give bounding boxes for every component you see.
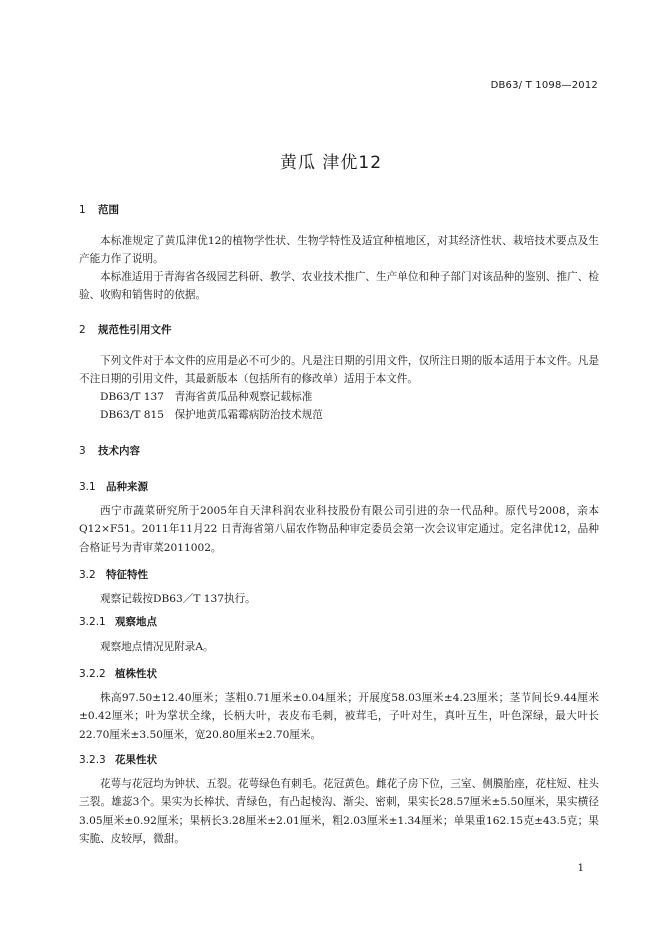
section-heading-3-1 [79,479,148,494]
section-number: 3.2.1 [79,616,106,628]
section-heading-1 [79,202,119,217]
references-paragraph: 下列文件对于本文件的应用是必不可少的。凡是注日期的引用文件，仅所注日期的版本适用于本文件。凡是不注日期的引用文件，其最新版本（包括所有的修改单）适用于本文件。 [79,355,599,386]
section-heading-3-2-2 [79,666,157,681]
section-heading-2 [79,322,172,337]
section-number: 3.2.2 [79,668,106,680]
section-title: 品种来源 [106,481,148,493]
section-heading-3-2-1 [79,614,157,629]
section-title: 范围 [98,204,119,216]
document-title: 黄瓜 津优12 [279,153,383,173]
scope-paragraph-2: 本标准适用于青海省各级园艺科研、教学、农业技术推广、生产单位和种子部门对该品种的鉴别、推广、检验、收购和销售时的依据。 [79,271,599,302]
observation-site-paragraph: 观察地点情况见附录A。 [100,641,214,653]
section-title: 观察地点 [115,616,157,628]
section-number: 3.1 [79,481,96,493]
section-title: 植株性状 [115,668,157,680]
section-number: 1 [79,204,86,216]
section-title: 技术内容 [98,445,140,457]
section-number: 3 [79,445,86,457]
scope-paragraph-1: 本标准规定了黄瓜津优12的植物学性状、生物学特性及适宜种植地区，对其经济性状、栽培技术要点及生产能力作了说明。 [79,235,599,266]
page-number: 1 [577,863,584,874]
section-heading-3 [79,443,140,458]
reference-item: DB63/T 815 保护地黄瓜霜霉病防治技术规范 [100,409,323,421]
section-title: 规范性引用文件 [98,324,172,336]
flower-fruit-traits-paragraph: 花萼与花冠均为钟状、五裂。花萼绿色有刺毛。花冠黄色。雌花子房下位，三室、侧膜胎座，花柱短、柱头三裂。雄蕊3个。果实为长棒状、青绿色，有凸起棱沟、渐尖、密刺，果实长28.57厘米±5.50厘米，果实横径3.05厘米±0.92厘米；果柄长3.28厘米±2.01厘米，粗2.03厘米±1.34厘米；单果重162.15克±43.5克；果实脆、皮较厚，微甜。 [79,778,599,846]
section-number: 3.2.3 [79,754,106,766]
section-number: 2 [79,324,86,336]
plant-traits-paragraph: 株高97.50±12.40厘米；茎粗0.71厘米±0.04厘米；开展度58.03厘米±4.23厘米；茎节间长9.44厘米±0.42厘米；叶为掌状全缘，长柄大叶，表皮布毛刺，被茸毛，子叶对生，真叶互生，叶色深绿，最大叶长22.70厘米±3.50厘米，宽20.80厘米±2.70厘米。 [79,692,599,741]
standard-code: DB63/ T 1098—2012 [490,80,598,91]
section-title: 特征特性 [106,569,148,581]
reference-item: DB63/T 137 青海省黄瓜品种观察记载标准 [100,391,313,403]
characteristics-paragraph: 观察记载按DB63／T 137执行。 [100,593,256,605]
section-heading-3-2 [79,567,148,582]
section-heading-3-2-3 [79,752,157,767]
section-number: 3.2 [79,569,96,581]
variety-source-paragraph: 西宁市蔬菜研究所于2005年自天津科润农业科技股份有限公司引进的杂一代品种。原代号2008，亲本Q12×F51。2011年11月22 日青海省第八届农作物品种审定委员会第一次会议审定通过。定名津优12，品种合格证号为青审菜2011002。 [79,505,599,554]
section-title: 花果性状 [115,754,157,766]
